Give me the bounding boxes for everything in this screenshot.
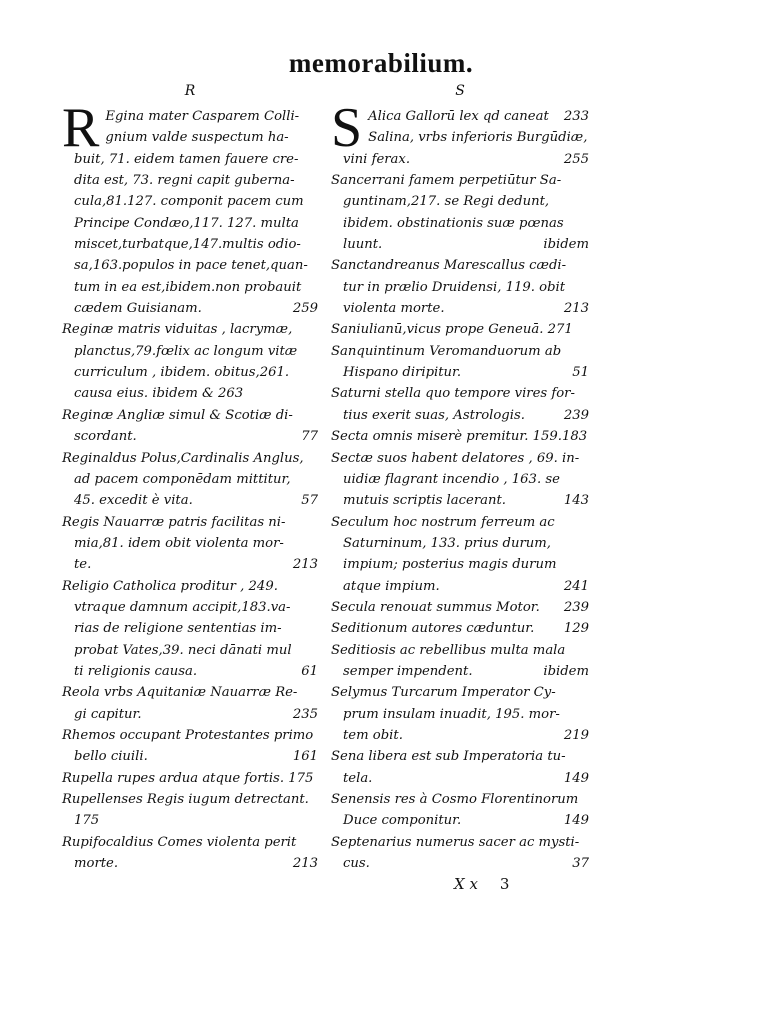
entry-line xyxy=(331,853,589,874)
page-reference: 259 xyxy=(292,301,318,317)
entry-line xyxy=(331,533,589,554)
page-reference: 241 xyxy=(563,578,589,594)
column-letter-s: S xyxy=(455,83,465,99)
index-entry xyxy=(331,170,589,255)
entry-text: Seculum hoc nostrum ferreum ac xyxy=(331,514,555,530)
entry-line xyxy=(62,362,318,383)
entry-text: Rupella rupes ardua atque fortis. 175 xyxy=(62,770,314,786)
index-entry xyxy=(331,383,589,426)
entry-text: scordant. xyxy=(74,429,137,445)
entry-text: te. xyxy=(74,557,92,573)
entry-line xyxy=(62,341,318,362)
entry-line xyxy=(331,341,589,362)
entry-line xyxy=(331,426,589,447)
entry-text: Reginaldus Polus,Cardinalis Anglus, xyxy=(62,450,304,466)
entry-line xyxy=(62,533,318,554)
page-title: memorabilium. xyxy=(288,48,474,78)
entry-text: cula,81.127. componit pacem cum xyxy=(74,194,304,210)
entry-text: gnium valde suspectum ha- xyxy=(105,130,289,146)
entry-text: tum in ea est,ibidem.non probauit xyxy=(74,279,302,295)
entry-line xyxy=(331,512,589,533)
entry-line xyxy=(62,255,318,276)
entry-text: miscet,turbatque,147.multis odio- xyxy=(74,237,301,253)
entry-line xyxy=(331,277,589,298)
entry-line xyxy=(331,746,589,767)
page-reference: 161 xyxy=(292,749,318,765)
entry-text: dita est, 73. regni capit guberna- xyxy=(74,173,295,189)
entry-line xyxy=(331,298,589,319)
index-entry xyxy=(62,319,318,404)
index-entry xyxy=(331,341,589,384)
entry-line xyxy=(331,682,589,703)
index-entry xyxy=(331,746,589,789)
entry-line xyxy=(331,768,589,789)
entry-text: ad pacem componēdam mittitur, xyxy=(74,471,291,487)
entry-text: sa,163.populos in pace tenet,quan- xyxy=(74,258,308,274)
entry-line xyxy=(62,661,318,682)
entry-line xyxy=(331,469,589,490)
entry-line xyxy=(62,640,318,661)
page-reference: 235 xyxy=(292,706,318,722)
entry-text: Secula renouat summus Motor. xyxy=(331,599,540,615)
entry-text: probat Vates,39. neci dānati mul xyxy=(74,642,292,658)
page-reference: 129 xyxy=(563,621,589,637)
index-entry xyxy=(62,97,318,319)
entry-text: Sanctandreanus Marescallus cædi- xyxy=(331,258,567,274)
index-column-r xyxy=(62,80,318,874)
index-entry xyxy=(62,682,318,725)
page-reference: 149 xyxy=(563,813,589,829)
entry-text: Sectæ suos habent delatores , 69. in- xyxy=(331,450,580,466)
entry-text: cus. xyxy=(343,856,370,872)
entry-line xyxy=(331,704,589,725)
entry-line xyxy=(331,576,589,597)
entry-line xyxy=(62,149,318,170)
entry-text: 45. excedit è vita. xyxy=(74,493,193,509)
entry-line xyxy=(331,490,589,511)
entry-text: morte. xyxy=(74,856,119,872)
entry-text: semper impendent. xyxy=(343,663,473,679)
entry-text: Hispano diripitur. xyxy=(343,365,462,381)
entry-text: Sena libera est sub Imperatoria tu- xyxy=(331,749,566,765)
entry-text: tur in prælio Druidensi, 119. obit xyxy=(343,279,566,295)
page-reference: 149 xyxy=(563,770,589,786)
entry-text: Religio Catholica proditur , 249. xyxy=(62,578,278,594)
entry-line xyxy=(331,255,589,276)
entry-line xyxy=(62,725,318,746)
entry-line xyxy=(331,789,589,810)
entry-text: violenta morte. xyxy=(343,301,445,317)
entry-line xyxy=(62,810,318,831)
entry-line xyxy=(62,704,318,725)
entry-line xyxy=(62,682,318,703)
entry-line xyxy=(62,319,318,340)
entry-list-s xyxy=(331,97,589,874)
index-entry xyxy=(331,618,589,639)
entry-text: Sanquintinum Veromanduorum ab xyxy=(331,343,562,359)
entry-text: Secta omnis miserè premitur. 159.183 xyxy=(331,429,588,445)
entry-line xyxy=(331,191,589,212)
entry-text: ibidem. obstinationis suæ pœnas xyxy=(343,215,564,231)
entry-line xyxy=(331,640,589,661)
signature-mark xyxy=(454,875,509,893)
entry-line xyxy=(62,597,318,618)
page-reference: ibidem xyxy=(543,663,589,679)
entry-text: Rhemos occupant Protestantes primo xyxy=(62,727,314,743)
entry-text: Sancerrani famem perpetiūtur Sa- xyxy=(331,173,562,189)
entry-line xyxy=(62,191,318,212)
entry-text: Seditionum autores cæduntur. xyxy=(331,621,535,637)
entry-line xyxy=(331,597,589,618)
entry-line xyxy=(331,106,589,127)
entry-text: vtraque damnum accipit,183.va- xyxy=(74,599,291,615)
index-entry xyxy=(331,640,589,683)
page-reference: 219 xyxy=(563,727,589,743)
page-reference: 57 xyxy=(301,493,318,509)
entry-line xyxy=(331,618,589,639)
entry-line xyxy=(62,405,318,426)
entry-text: vini ferax. xyxy=(343,151,411,167)
entry-text: Reginæ matris viduitas , lacrymæ, xyxy=(62,322,293,338)
entry-line xyxy=(62,106,318,127)
index-entry xyxy=(62,832,318,875)
entry-text: Saturninum, 133. prius durum, xyxy=(343,535,551,551)
entry-line xyxy=(62,234,318,255)
entry-text: bello ciuili. xyxy=(74,749,148,765)
index-entry xyxy=(331,789,589,832)
entry-text: Seditiosis ac rebellibus multa mala xyxy=(331,642,566,658)
entry-line xyxy=(62,789,318,810)
page-reference: 213 xyxy=(292,856,318,872)
entry-text: mutuis scriptis lacerant. xyxy=(343,493,506,509)
entry-text: mia,81. idem obit violenta mor- xyxy=(74,535,284,551)
index-entry xyxy=(62,768,318,789)
entry-text: prum insulam inuadit, 195. mor- xyxy=(343,706,560,722)
index-entry xyxy=(62,789,318,832)
entry-line xyxy=(331,554,589,575)
entry-text: Alica Gallorū lex qd caneat xyxy=(368,109,549,124)
entry-text: tius exerit suas, Astrologis. xyxy=(343,407,525,423)
index-entry xyxy=(331,255,589,319)
entry-text: guntinam,217. se Regi dedunt, xyxy=(343,194,550,210)
entry-line xyxy=(331,448,589,469)
entry-text: ti religionis causa. xyxy=(74,663,198,679)
entry-text: Saniulianū,vicus prope Geneuā. 271 xyxy=(331,322,573,338)
entry-text: Principe Condæo,117. 127. multa xyxy=(74,215,299,231)
drop-cap: R xyxy=(62,97,100,159)
entry-text: curriculum , ibidem. obitus,261. xyxy=(74,365,290,381)
page-reference: 233 xyxy=(563,109,589,124)
entry-line xyxy=(331,319,589,340)
entry-line xyxy=(62,512,318,533)
entry-text: uidiæ flagrant incendio , 163. se xyxy=(343,471,560,487)
page-reference: 239 xyxy=(563,407,589,423)
index-entry xyxy=(331,597,589,618)
entry-line xyxy=(62,554,318,575)
entry-text: tem obit. xyxy=(343,727,403,743)
entry-text: Rupifocaldius Comes violenta perit xyxy=(62,834,297,850)
entry-line xyxy=(62,746,318,767)
index-entry xyxy=(62,725,318,768)
entry-line xyxy=(62,469,318,490)
page-reference: 77 xyxy=(301,429,318,445)
index-entry xyxy=(331,426,589,447)
index-entry xyxy=(331,832,589,875)
index-entry xyxy=(331,682,589,746)
index-entry xyxy=(331,319,589,340)
index-entry xyxy=(62,512,318,576)
entry-line xyxy=(331,213,589,234)
page-reference: 143 xyxy=(563,493,589,509)
entry-line xyxy=(331,170,589,191)
page-reference: 61 xyxy=(301,663,318,679)
entry-line xyxy=(62,832,318,853)
entry-line xyxy=(62,618,318,639)
index-column-s xyxy=(331,80,589,874)
entry-line xyxy=(62,298,318,319)
entry-line xyxy=(62,768,318,789)
entry-line xyxy=(331,383,589,404)
page-reference: 213 xyxy=(563,301,589,317)
entry-text: planctus,79.fœlix ac longum vitæ xyxy=(74,343,298,359)
page-reference: 239 xyxy=(563,599,589,615)
page-reference: ibidem xyxy=(543,237,589,253)
entry-line xyxy=(62,490,318,511)
entry-line xyxy=(331,832,589,853)
index-entry xyxy=(331,512,589,597)
entry-line xyxy=(62,127,318,148)
signature-letters: X x xyxy=(454,875,478,893)
index-entry xyxy=(62,405,318,448)
entry-line xyxy=(331,127,589,148)
entry-text: Duce componitur. xyxy=(343,813,462,829)
entry-line xyxy=(62,426,318,447)
entry-line xyxy=(62,383,318,404)
entry-text: Septenarius numerus sacer ac mysti- xyxy=(331,834,580,850)
entry-line xyxy=(62,576,318,597)
entry-line xyxy=(62,448,318,469)
entry-line xyxy=(331,234,589,255)
entry-line xyxy=(62,213,318,234)
entry-line xyxy=(62,277,318,298)
entry-line xyxy=(331,149,589,170)
entry-text: luunt. xyxy=(343,237,383,253)
page-reference: 51 xyxy=(572,365,589,381)
entry-text: Selymus Turcarum Imperator Cy- xyxy=(331,685,556,701)
entry-text: atque impium. xyxy=(343,578,440,594)
index-entry xyxy=(331,127,589,170)
page-reference: 255 xyxy=(563,151,589,167)
entry-list-r xyxy=(62,97,318,874)
drop-cap: S xyxy=(331,97,363,159)
entry-line xyxy=(331,725,589,746)
entry-text: Reola vrbs Aquitaniæ Nauarræ Re- xyxy=(62,685,298,701)
entry-text: 175 xyxy=(74,813,100,829)
page-reference: 37 xyxy=(572,856,589,872)
entry-text: tela. xyxy=(343,770,373,786)
entry-text: Salina, vrbs inferioris Burgūdiæ, xyxy=(368,130,588,146)
entry-text: Reginæ Angliæ simul & Scotiæ di- xyxy=(62,407,293,423)
entry-line xyxy=(331,810,589,831)
column-letter-r: R xyxy=(184,83,196,99)
index-entry xyxy=(62,448,318,512)
entry-text: cædem Guisianam. xyxy=(74,301,202,317)
entry-text: Egina mater Casparem Colli- xyxy=(105,109,300,124)
entry-text: buit, 71. eidem tamen fauere cre- xyxy=(74,151,299,167)
index-entry xyxy=(62,576,318,683)
entry-line xyxy=(62,853,318,874)
entry-line xyxy=(331,661,589,682)
entry-text: Regis Nauarræ patris facilitas ni- xyxy=(62,514,286,530)
entry-line xyxy=(331,405,589,426)
entry-text: Rupellenses Regis iugum detrectant. xyxy=(62,792,309,807)
entry-line xyxy=(331,362,589,383)
index-entry xyxy=(331,448,589,512)
page-reference: 213 xyxy=(292,557,318,573)
signature-number: 3 xyxy=(499,875,510,893)
entry-text: causa eius. ibidem & 263 xyxy=(74,386,244,402)
entry-text: Saturni stella quo tempore vires for- xyxy=(331,386,575,402)
entry-text: rias de religione sententias im- xyxy=(74,621,282,637)
entry-text: Senensis res à Cosmo Florentinorum xyxy=(331,792,579,807)
entry-line xyxy=(62,170,318,191)
entry-text: gi capitur. xyxy=(74,706,142,722)
entry-text: impium; posterius magis durum xyxy=(343,557,557,573)
